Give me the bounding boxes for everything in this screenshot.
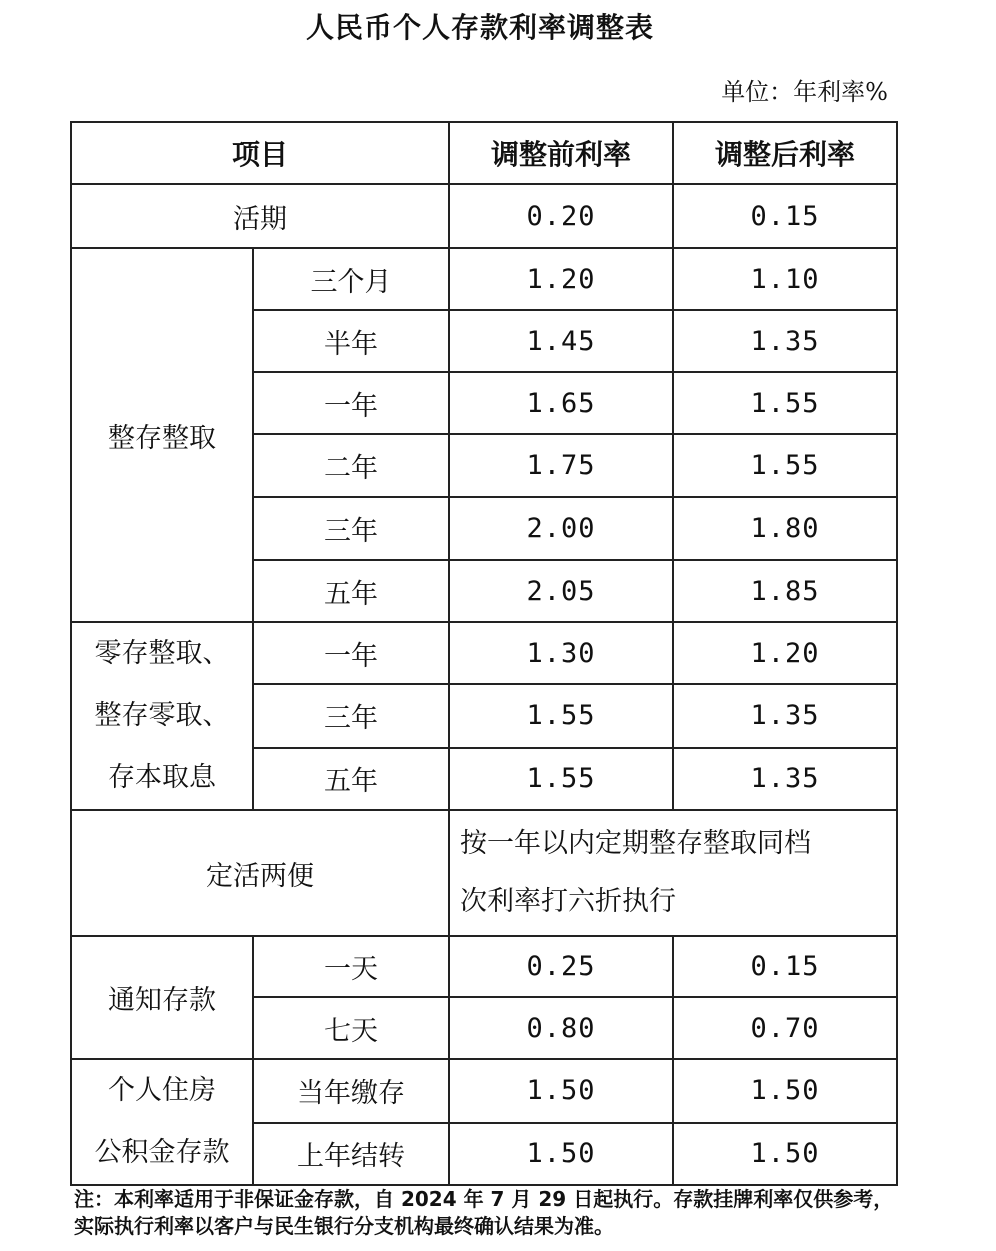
rate-after: 1.35 <box>673 748 897 810</box>
rate-after: 0.15 <box>673 184 897 248</box>
installment-label-line3: 存本取息 <box>108 762 216 793</box>
table-row <box>71 810 897 936</box>
notice-label: 通知存款 <box>71 936 253 1059</box>
term-label: 二年 <box>253 434 449 497</box>
rate-after: 1.10 <box>673 248 897 310</box>
term-label: 上年结转 <box>253 1123 449 1186</box>
rate-before: 1.50 <box>449 1059 673 1123</box>
rate-before: 2.05 <box>449 560 673 622</box>
rate-before: 0.80 <box>449 997 673 1059</box>
rate-after: 1.55 <box>673 372 897 434</box>
rate-before: 1.55 <box>449 748 673 810</box>
term-label: 当年缴存 <box>253 1059 449 1123</box>
term-label: 一年 <box>253 622 449 684</box>
table-row <box>71 936 897 997</box>
table-row <box>71 184 897 248</box>
term-label: 半年 <box>253 310 449 372</box>
term-label: 五年 <box>253 560 449 622</box>
flexible-note <box>449 810 897 936</box>
table-row <box>71 1059 897 1123</box>
rate-after: 1.55 <box>673 434 897 497</box>
housing-fund-label <box>71 1059 253 1185</box>
rate-after: 0.15 <box>673 936 897 997</box>
rate-before: 1.45 <box>449 310 673 372</box>
rate-table <box>70 121 898 1186</box>
rate-after: 1.50 <box>673 1059 897 1123</box>
installment-label <box>71 622 253 810</box>
rate-after: 1.85 <box>673 560 897 622</box>
rate-before: 0.20 <box>449 184 673 248</box>
demand-label: 活期 <box>71 184 449 248</box>
rate-before: 1.75 <box>449 434 673 497</box>
rate-before: 1.55 <box>449 684 673 747</box>
term-label: 三年 <box>253 497 449 560</box>
housing-fund-label-line1: 个人住房 <box>108 1075 216 1106</box>
rate-before: 1.20 <box>449 248 673 310</box>
header-after: 调整后利率 <box>673 122 897 184</box>
flexible-label: 定活两便 <box>71 810 449 936</box>
housing-fund-label-line2: 公积金存款 <box>94 1137 230 1168</box>
rate-before: 1.50 <box>449 1123 673 1186</box>
footnote: 注：本利率适用于非保证金存款，自 2024 年 7 月 29 日起执行。存款挂牌利率仅供参考，实际执行利率以客户与民生银行分支机构最终确认结果为准。 <box>74 1187 894 1238</box>
header-item: 项目 <box>71 122 449 184</box>
rate-after: 0.70 <box>673 997 897 1059</box>
term-label: 三年 <box>253 684 449 747</box>
rate-after: 1.35 <box>673 684 897 747</box>
rate-after: 1.80 <box>673 497 897 560</box>
term-label: 七天 <box>253 997 449 1059</box>
term-label: 三个月 <box>253 248 449 310</box>
installment-label-line1: 零存整取、 <box>94 638 230 669</box>
page-title: 人民币个人存款利率调整表 <box>305 11 654 44</box>
rate-before: 1.65 <box>449 372 673 434</box>
table-row <box>71 248 897 310</box>
term-label: 一年 <box>253 372 449 434</box>
header-before: 调整前利率 <box>449 122 673 184</box>
rate-before: 2.00 <box>449 497 673 560</box>
table-row <box>71 622 897 684</box>
term-label: 一天 <box>253 936 449 997</box>
flexible-note-line1: 按一年以内定期整存整取同档 <box>460 828 812 859</box>
rate-before: 1.30 <box>449 622 673 684</box>
installment-label-line2: 整存零取、 <box>94 700 230 731</box>
lump-sum-label: 整存整取 <box>71 248 253 622</box>
rate-after: 1.20 <box>673 622 897 684</box>
header-row <box>71 122 897 184</box>
flexible-note-line2: 次利率打六折执行 <box>460 886 677 917</box>
unit-label: 单位：年利率% <box>721 78 888 106</box>
term-label: 五年 <box>253 748 449 810</box>
rate-before: 0.25 <box>449 936 673 997</box>
rate-after: 1.35 <box>673 310 897 372</box>
rate-after: 1.50 <box>673 1123 897 1186</box>
